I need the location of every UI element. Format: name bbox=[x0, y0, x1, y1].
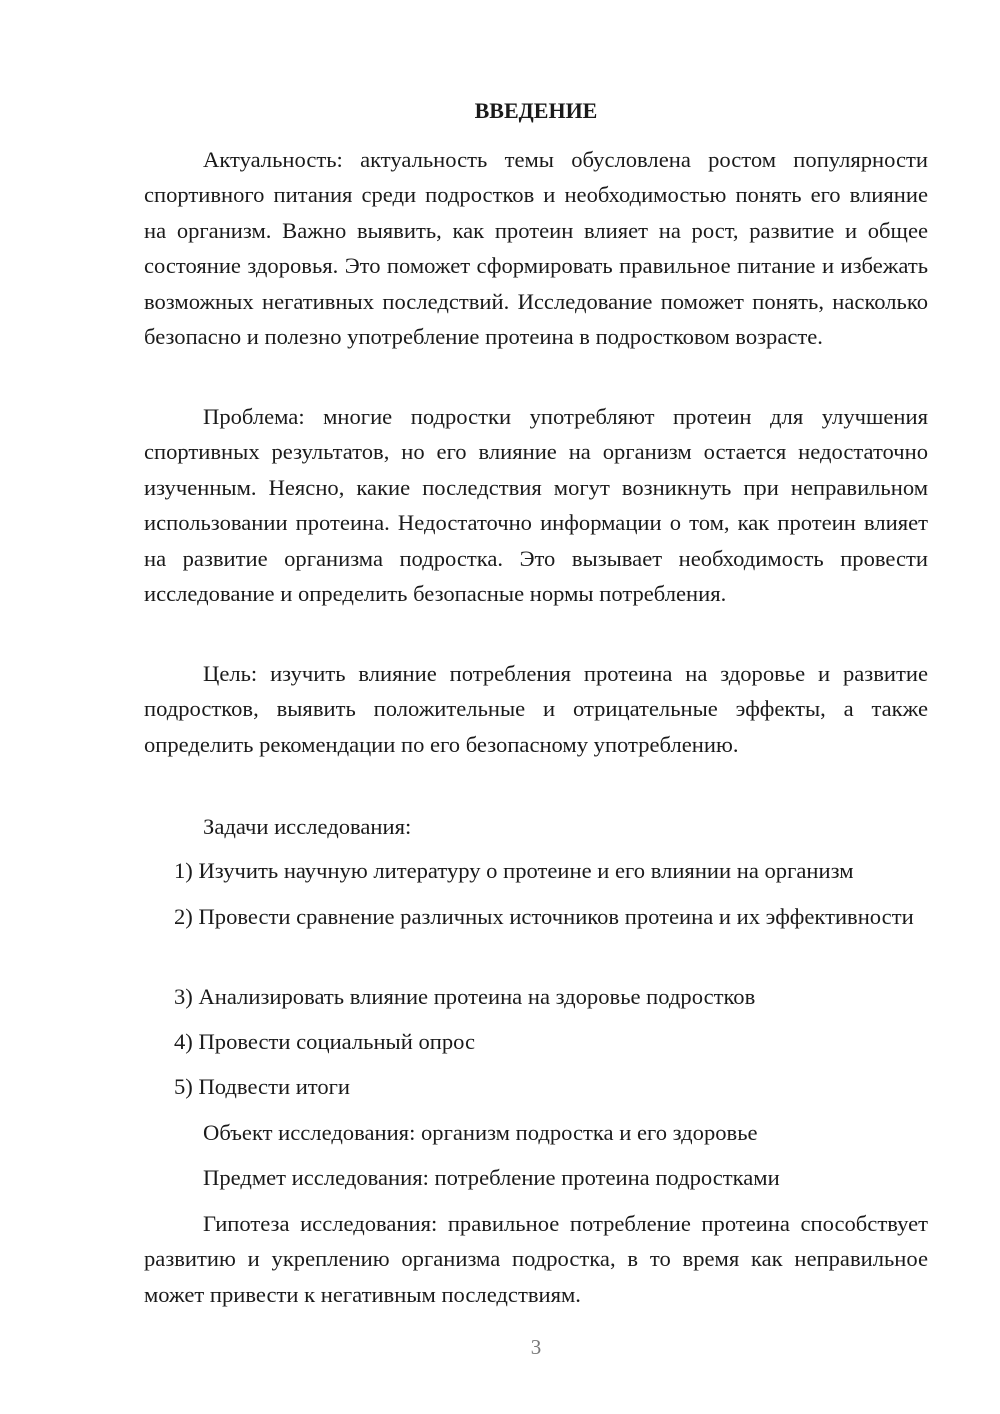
page-number: 3 bbox=[530, 1335, 542, 1359]
page-title: ВВЕДЕНИЕ bbox=[474, 98, 598, 123]
task-item-5: 5) Подвести итоги bbox=[174, 1074, 351, 1099]
goal-paragraph: Цель: изучить влияние потребления протеина на здоровье и развитие подростков, выявить положительные и отрицательные эффекты, а также определить рекомендации по его безопасному употреблению. bbox=[144, 661, 928, 757]
hypothesis-paragraph: Гипотеза исследования: правильное потребление протеина способствует развитию и укреплению организма подростка, в то время как неправильное может привести к негативным последствиям. bbox=[144, 1211, 928, 1307]
task-item-1: 1) Изучить научную литературу о протеине и его влиянии на организм bbox=[174, 858, 854, 883]
task-item-3: 3) Анализировать влияние протеина на здоровье подростков bbox=[174, 984, 756, 1009]
research-subject: Предмет исследования: потребление протеина подростками bbox=[203, 1165, 780, 1190]
task-item-4: 4) Провести социальный опрос bbox=[174, 1029, 476, 1054]
research-object: Объект исследования: организм подростка и его здоровье bbox=[203, 1120, 758, 1145]
relevance-paragraph: Актуальность: актуальность темы обусловлена ростом популярности спортивного питания среди подростков и необходимостью понять его влияние на организм. Важно выявить, как протеин влияет на рост, развитие и общее состояние здоровья. Это поможет сформировать правильное питание и избежать возможных негативных последствий. Исследование поможет понять, насколько безопасно и полезно употребление протеина в подростковом возрасте. bbox=[144, 147, 928, 350]
task-item-2: 2) Провести сравнение различных источников протеина и их эффективности bbox=[174, 904, 914, 929]
tasks-heading: Задачи исследования: bbox=[203, 814, 412, 839]
problem-paragraph: Проблема: многие подростки употребляют протеин для улучшения спортивных результатов, но его влияние на организм остается недостаточно изученным. Неясно, какие последствия могут возникнуть при неправильном использовании протеина. Недостаточно информации о том, как протеин влияет на развитие организма подростка. Это вызывает необходимость провести исследование и определить безопасные нормы потребления. bbox=[144, 404, 928, 607]
